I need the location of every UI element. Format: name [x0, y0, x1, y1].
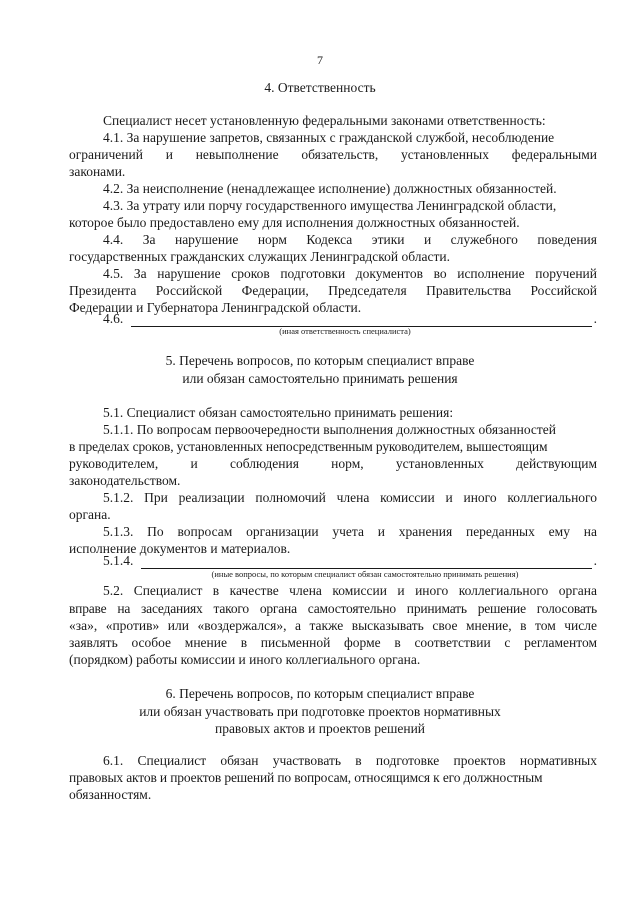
paragraph-line: (порядком) работы комиссии и иного коллегиального органа. — [69, 652, 421, 667]
paragraph-line: «за», «против» или «воздержался», а также высказывать свое мнение, в том числе — [69, 618, 597, 633]
paragraph-line: руководителем, и соблюдения норм, установленных действующим — [69, 456, 597, 471]
paragraph-line: законодательством. — [69, 473, 181, 488]
paragraph-line: 4.5. За нарушение сроков подготовки документов во исполнение поручений — [103, 266, 597, 281]
paragraph-line: 5.1. Специалист обязан самостоятельно принимать решения: — [103, 405, 454, 420]
paragraph-line: 4.4. За нарушение норм Кодекса этики и служебного поведения — [103, 232, 597, 247]
paragraph-line: заявлять особое мнение в письменной форме в соответствии с регламентом — [69, 635, 597, 650]
item-end: . — [593, 311, 597, 326]
paragraph-line: Президента Российской Федерации, Председателя Правительства Российской — [69, 283, 597, 298]
paragraph-line: Специалист несет установленную федеральными законами ответственность: — [103, 113, 546, 128]
paragraph-line: 5.1.3. По вопросам организации учета и хранения переданных ему на — [103, 524, 597, 539]
section-4-heading: 4. Ответственность — [264, 80, 376, 95]
fill-in-caption: (иная ответственность специалиста) — [279, 326, 411, 336]
item-end: . — [593, 553, 597, 568]
blank-underline — [141, 556, 591, 569]
section-5-heading-line: 5. Перечень вопросов, по которым специалист вправе — [165, 353, 475, 368]
fill-in-line-4-6 — [103, 310, 597, 327]
paragraph-line: которое было предоставлено ему для исполнения должностных обязанностей. — [69, 215, 520, 230]
item-label: 5.1.4. — [103, 553, 134, 568]
fill-in-caption: (иные вопросы, по которым специалист обязан самостоятельно принимать решения) — [211, 569, 519, 579]
paragraph-line: 6.1. Специалист обязан участвовать в подготовке проектов нормативных — [103, 753, 597, 768]
section-5-heading-line: или обязан самостоятельно принимать решения — [182, 371, 458, 386]
paragraph-line: 5.1.1. По вопросам первоочередности выполнения должностных обязанностей — [103, 422, 557, 437]
item-label: 4.6. — [103, 311, 124, 326]
paragraph-line: государственных гражданских служащих Ленинградской области. — [69, 249, 450, 264]
paragraph-line: 4.1. За нарушение запретов, связанных с гражданской службой, несоблюдение — [103, 130, 555, 145]
section-6-heading-line: правовых актов и проектов решений — [214, 721, 426, 736]
page-number: 7 — [317, 53, 323, 67]
paragraph-line: 5.2. Специалист в качестве члена комиссии и иного коллегиального органа — [103, 583, 597, 598]
paragraph-line: Федерации и Губернатора Ленинградской области. — [69, 300, 362, 315]
paragraph-line: законами. — [69, 164, 126, 179]
section-6-heading-line: 6. Перечень вопросов, по которым специалист вправе — [165, 686, 475, 701]
paragraph-line: 4.2. За неисполнение (ненадлежащее исполнение) должностных обязанностей. — [103, 181, 557, 196]
paragraph-line: ограничений и невыполнение обязательств, установленных федеральными — [69, 147, 597, 162]
fill-in-line-5-1-4 — [103, 552, 597, 569]
paragraph-line: органа. — [69, 507, 111, 522]
paragraph-line: 5.1.2. При реализации полномочий члена комиссии и иного коллегиального — [103, 490, 597, 505]
paragraph-line: обязанностям. — [69, 787, 152, 802]
paragraph-line: 4.3. За утрату или порчу государственного имущества Ленинградской области, — [103, 198, 557, 213]
paragraph-line: правовых актов и проектов решений по вопросам, относящимся к его должностным — [69, 770, 543, 785]
paragraph-line: в пределах сроков, установленных непосредственным руководителем, вышестоящим — [69, 439, 548, 454]
paragraph-line: исполнение документов и материалов. — [69, 541, 291, 556]
paragraph-line: вправе на заседаниях такого органа самостоятельно принимать решение голосовать — [69, 601, 597, 616]
section-6-heading-line: или обязан участвовать при подготовке проектов нормативных — [139, 704, 501, 719]
